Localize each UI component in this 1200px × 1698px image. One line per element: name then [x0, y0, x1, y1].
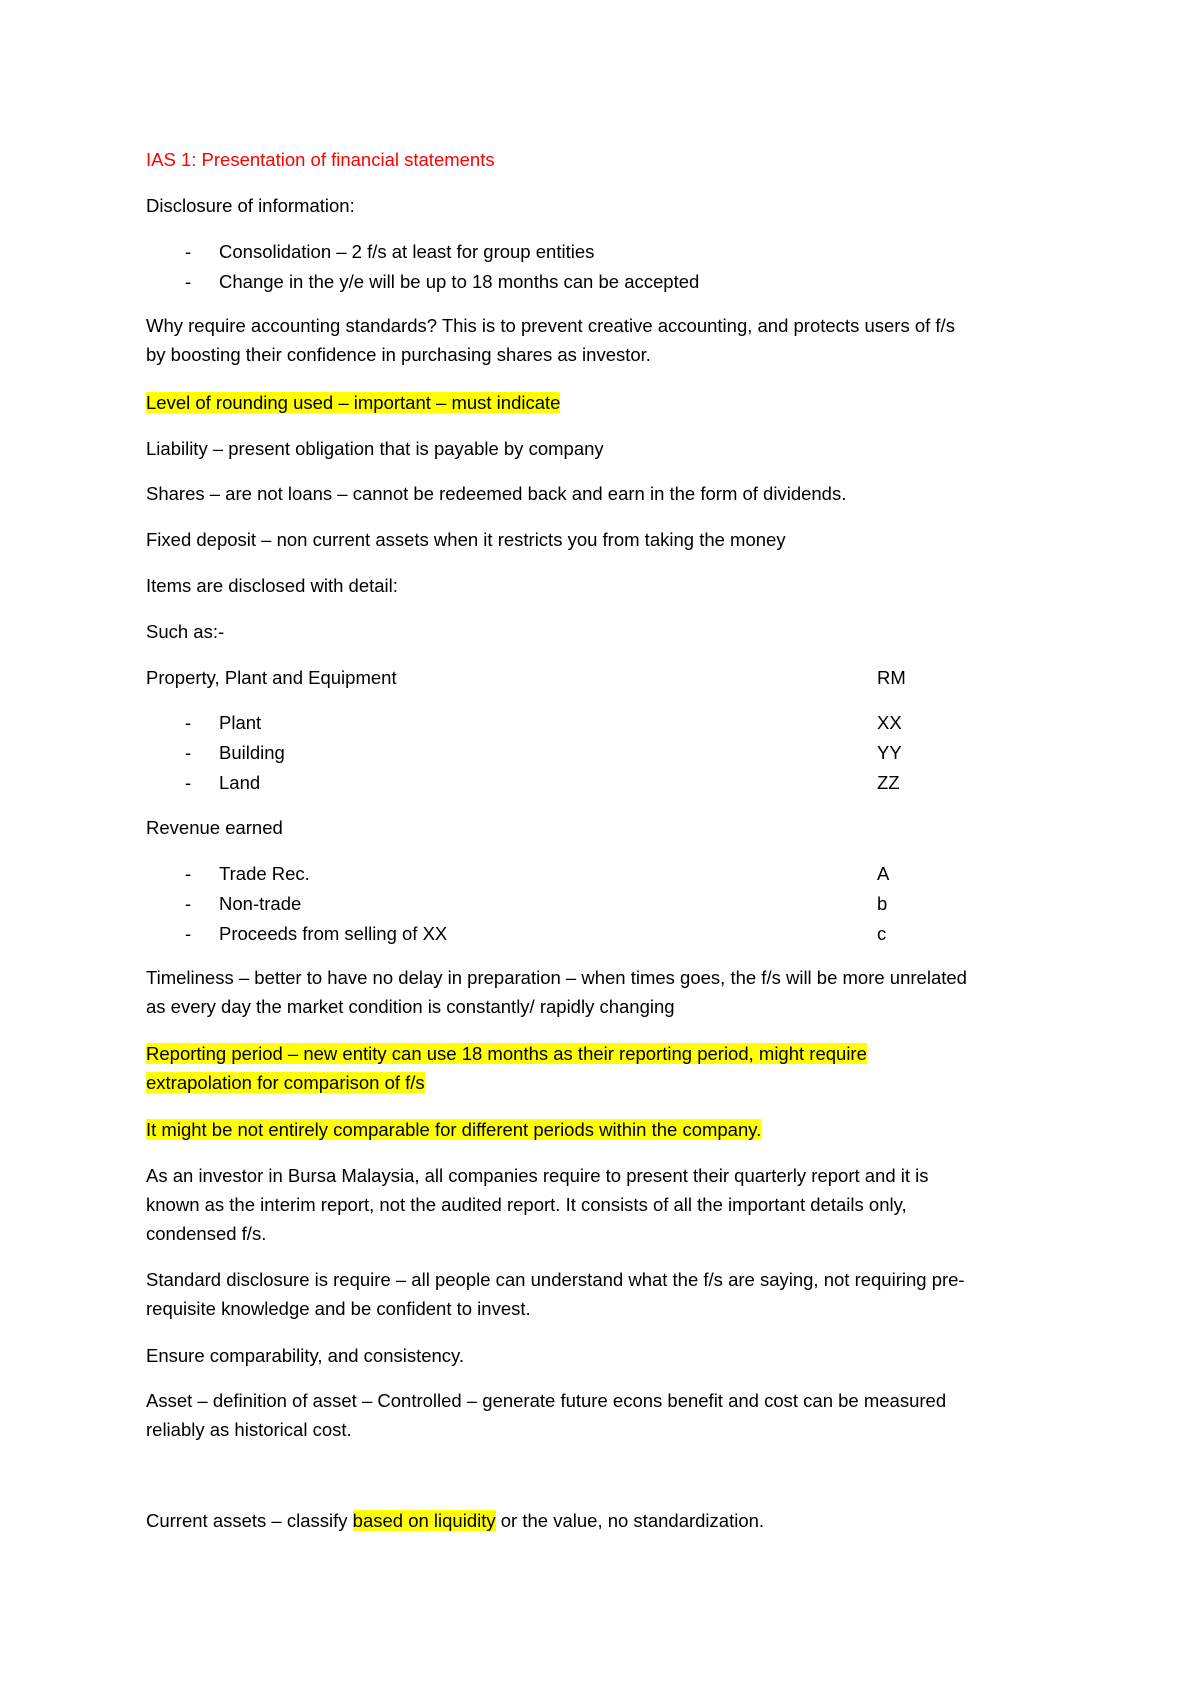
ppe-row-value: XX — [877, 712, 902, 733]
ppe-row-label: Land — [219, 772, 261, 793]
ppe-row-label: Building — [219, 742, 285, 763]
bullet-dash: - — [185, 863, 192, 884]
bullet-dash: - — [185, 712, 192, 733]
comparable-note — [146, 1118, 761, 1142]
ppe-row-label: Plant — [219, 712, 262, 733]
revenue-heading: Revenue earned — [146, 817, 283, 838]
investor-line-1: As an investor in Bursa Malaysia, all companies require to present their quarterly report and it is — [146, 1165, 929, 1186]
ensure-note: Ensure comparability, and consistency. — [146, 1345, 465, 1366]
shares-note: Shares – are not loans – cannot be redeemed back and earn in the form of dividends. — [146, 483, 847, 504]
revenue-row-label: Non-trade — [219, 893, 302, 914]
why-line-2: by boosting their confidence in purchasing shares as investor. — [146, 344, 651, 365]
bullet-dash: - — [185, 893, 192, 914]
why-line-1: Why require accounting standards? This is to prevent creative accounting, and protects users of f/s — [146, 315, 955, 336]
revenue-row-value: b — [877, 893, 888, 914]
disclosure-bullet-1: Consolidation – 2 f/s at least for group entities — [219, 241, 595, 262]
asset-line-2: reliably as historical cost. — [146, 1419, 352, 1440]
ppe-unit: RM — [877, 667, 906, 688]
asset-line-1: Asset – definition of asset – Controlled – generate future econs benefit and cost can be measured — [146, 1390, 947, 1411]
disclosure-bullet-2: Change in the y/e will be up to 18 months can be accepted — [219, 271, 700, 292]
ppe-heading: Property, Plant and Equipment — [146, 667, 397, 688]
reporting-line-1 — [146, 1042, 867, 1066]
rounding-note — [146, 391, 560, 415]
document-title: IAS 1: Presentation of financial statements — [146, 149, 495, 170]
revenue-row-value: c — [877, 923, 887, 944]
current-assets-after: or the value, no standardization. — [495, 1510, 765, 1531]
revenue-row-label: Trade Rec. — [219, 863, 310, 884]
bullet-dash: - — [185, 241, 192, 262]
fixed-deposit-note: Fixed deposit – non current assets when it restricts you from taking the money — [146, 529, 786, 550]
investor-line-3: condensed f/s. — [146, 1223, 267, 1244]
comparable-highlight: It might be not entirely comparable for different periods within the company. — [146, 1119, 762, 1140]
bullet-dash: - — [185, 271, 192, 292]
current-assets-highlight: based on liquidity — [352, 1510, 496, 1531]
investor-line-2: known as the interim report, not the audited report. It consists of all the important details only, — [146, 1194, 907, 1215]
liability-note: Liability – present obligation that is payable by company — [146, 438, 604, 459]
items-detail-note: Items are disclosed with detail: — [146, 575, 398, 596]
reporting-line-2 — [146, 1071, 425, 1095]
revenue-row-value: A — [877, 863, 890, 884]
reporting-highlight-2: extrapolation for comparison of f/s — [146, 1072, 425, 1093]
reporting-highlight-1: Reporting period – new entity can use 18 months as their reporting period, might require — [146, 1043, 867, 1064]
standard-line-1: Standard disclosure is require – all people can understand what the f/s are saying, not requiring pre- — [146, 1269, 965, 1290]
rounding-highlight: Level of rounding used – important – must indicate — [146, 392, 561, 413]
such-as-note: Such as:- — [146, 621, 225, 642]
revenue-row-label: Proceeds from selling of XX — [219, 923, 448, 944]
current-assets-note — [146, 1509, 764, 1533]
disclosure-heading: Disclosure of information: — [146, 195, 355, 216]
bullet-dash: - — [185, 742, 192, 763]
timeliness-line-2: as every day the market condition is constantly/ rapidly changing — [146, 996, 675, 1017]
current-assets-before: Current assets – classify — [146, 1510, 353, 1531]
bullet-dash: - — [185, 772, 192, 793]
ppe-row-value: ZZ — [877, 772, 900, 793]
standard-line-2: requisite knowledge and be confident to invest. — [146, 1298, 531, 1319]
bullet-dash: - — [185, 923, 192, 944]
ppe-row-value: YY — [877, 742, 902, 763]
timeliness-line-1: Timeliness – better to have no delay in preparation – when times goes, the f/s will be more unrelated — [146, 967, 967, 988]
